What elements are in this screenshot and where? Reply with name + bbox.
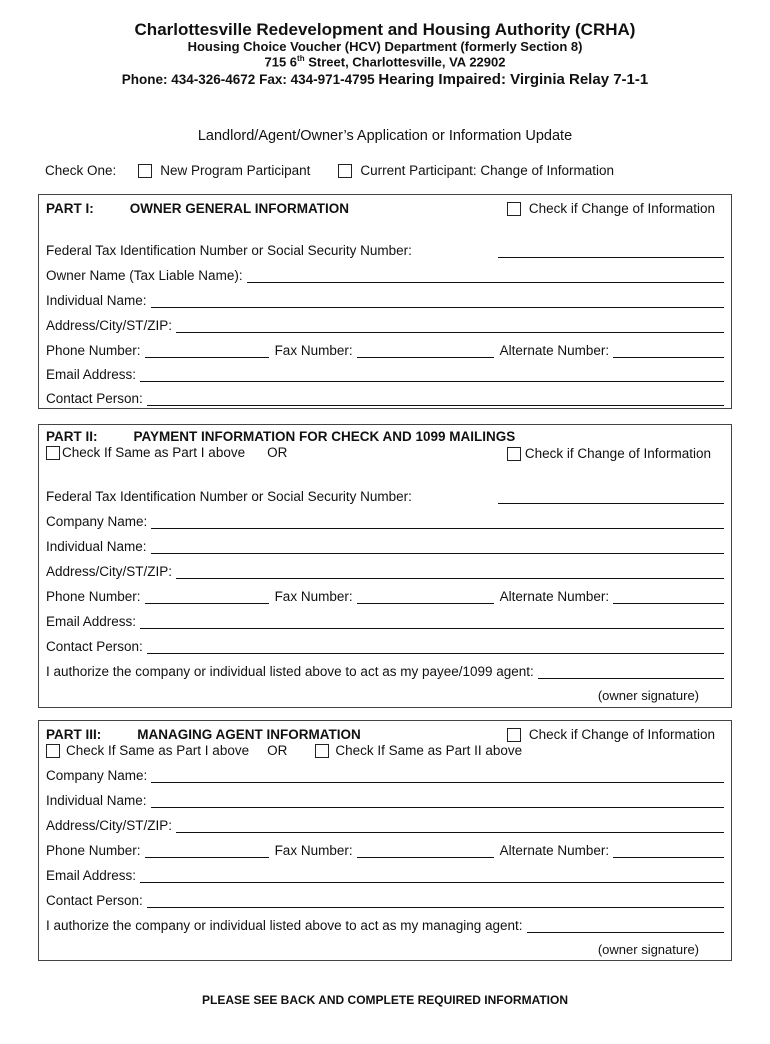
part3-phone-field[interactable] (145, 843, 269, 858)
part1-contact-label: Contact Person: (46, 391, 143, 406)
part2-contact-label: Contact Person: (46, 639, 143, 654)
part1-fax-label: Fax Number: (274, 343, 353, 358)
part1-individual-row (46, 293, 724, 308)
part3-individual-label: Individual Name: (46, 793, 147, 808)
part3-authorize-row (46, 918, 724, 933)
part2-signature-field[interactable] (538, 664, 724, 679)
part2-individual-label: Individual Name: (46, 539, 147, 554)
part1-individual-field[interactable] (151, 293, 724, 308)
part1-email-field[interactable] (140, 367, 724, 382)
part3-email-label: Email Address: (46, 868, 137, 883)
part3-contact-label: Contact Person: (46, 893, 143, 908)
part2-company-label: Company Name: (46, 514, 148, 529)
part2-alt-field[interactable] (613, 589, 724, 604)
part3-address-field[interactable] (176, 818, 724, 833)
footer-note: PLEASE SEE BACK AND COMPLETE REQUIRED INFORMATION (201, 993, 569, 1007)
part3-heading: PART III: MANAGING AGENT INFORMATION (46, 727, 361, 742)
part1-contact-field[interactable] (147, 391, 724, 406)
part1-phone-row (46, 343, 724, 358)
part1-tax-field[interactable] (498, 243, 724, 258)
part3-address-label: Address/City/ST/ZIP: (46, 818, 173, 833)
part2-alt-label: Alternate Number: (499, 589, 610, 604)
form-title: Landlord/Agent/Owner’s Application or Information Update (197, 128, 573, 144)
part3-same2-checkbox[interactable] (315, 744, 329, 758)
part1-email-label: Email Address: (46, 367, 137, 382)
part1-alt-field[interactable] (613, 343, 724, 358)
part3-fax-field[interactable] (357, 843, 494, 858)
part3-email-field[interactable] (140, 868, 724, 883)
part2-change-label: Check if Change of Information (524, 446, 711, 461)
check-one-row (45, 163, 614, 178)
part3-change-checkbox[interactable] (507, 728, 521, 742)
part1-phone-label: Phone Number: (46, 343, 141, 358)
part2-section (38, 424, 732, 708)
part2-authorize-row (46, 664, 724, 679)
part2-signature-caption: (owner signature) (597, 688, 699, 703)
address-line: 715 6th Street, Charlottesville, VA 22902 (264, 54, 506, 70)
current-participant-label: Current Participant: Change of Information (360, 163, 614, 178)
part2-heading: PART II: PAYMENT INFORMATION FOR CHECK AND 1099 MAILINGS (46, 429, 516, 444)
part3-section (38, 720, 732, 961)
part2-change-row (507, 446, 711, 461)
part2-tax-label: Federal Tax Identification Number or Social Security Number: (46, 489, 412, 504)
part1-fax-field[interactable] (357, 343, 494, 358)
letterhead (0, 20, 770, 88)
part2-contact-row (46, 639, 724, 654)
part2-authorize-label: I authorize the company or individual listed above to act as my payee/1099 agent: (46, 664, 534, 679)
part1-change-checkbox[interactable] (507, 202, 521, 216)
part3-phone-label: Phone Number: (46, 843, 141, 858)
part3-individual-row (46, 793, 724, 808)
part2-phone-field[interactable] (145, 589, 269, 604)
part3-same-row (46, 743, 724, 758)
part3-contact-field[interactable] (147, 893, 724, 908)
part2-phone-label: Phone Number: (46, 589, 141, 604)
part1-email-row (46, 367, 724, 382)
part1-address-label: Address/City/ST/ZIP: (46, 318, 173, 333)
part2-change-checkbox[interactable] (507, 447, 521, 461)
part1-phone-field[interactable] (145, 343, 269, 358)
part3-address-row (46, 818, 724, 833)
org-title: Charlottesville Redevelopment and Housing Authority (CRHA) (134, 20, 636, 39)
part3-same2-label: Check If Same as Part II above (335, 743, 523, 758)
part3-contact-row (46, 893, 724, 908)
part3-same1-label: Check If Same as Part I above (66, 743, 250, 758)
part2-or-label: OR (267, 445, 288, 460)
part3-email-row (46, 868, 724, 883)
part3-company-field[interactable] (151, 768, 724, 783)
part2-individual-field[interactable] (151, 539, 724, 554)
current-participant-checkbox[interactable] (338, 164, 352, 178)
part3-individual-field[interactable] (151, 793, 724, 808)
check-one-label: Check One: (45, 163, 117, 178)
part3-change-label: Check if Change of Information (528, 727, 715, 742)
part1-tax-label: Federal Tax Identification Number or Social Security Number: (46, 243, 412, 258)
part1-owner-label: Owner Name (Tax Liable Name): (46, 268, 243, 283)
new-participant-label: New Program Participant (160, 163, 311, 178)
part2-email-label: Email Address: (46, 614, 137, 629)
part1-alt-label: Alternate Number: (499, 343, 610, 358)
part2-email-row (46, 614, 724, 629)
part1-address-row (46, 318, 724, 333)
part2-individual-row (46, 539, 724, 554)
part1-section (38, 194, 732, 409)
part2-contact-field[interactable] (147, 639, 724, 654)
part3-fax-label: Fax Number: (274, 843, 353, 858)
part1-owner-field[interactable] (247, 268, 724, 283)
part2-tax-row (46, 489, 724, 504)
part2-address-row (46, 564, 724, 579)
part1-change-label: Check if Change of Information (528, 201, 715, 216)
part2-phone-row (46, 589, 724, 604)
part3-phone-row (46, 843, 724, 858)
part2-address-label: Address/City/ST/ZIP: (46, 564, 173, 579)
part3-alt-label: Alternate Number: (499, 843, 610, 858)
part1-heading: PART I: OWNER GENERAL INFORMATION (46, 201, 349, 216)
part2-email-field[interactable] (140, 614, 724, 629)
part3-signature-caption: (owner signature) (597, 942, 699, 957)
part2-company-field[interactable] (151, 514, 724, 529)
part1-address-field[interactable] (176, 318, 724, 333)
new-participant-checkbox[interactable] (138, 164, 152, 178)
part3-authorize-label: I authorize the company or individual listed above to act as my managing agent: (46, 918, 523, 933)
part1-contact-row (46, 391, 724, 406)
part3-company-row (46, 768, 724, 783)
contact-line: Phone: 434-326-4672 Fax: 434-971-4795 Hearing Impaired: Virginia Relay 7-1-1 (121, 70, 649, 88)
part1-individual-label: Individual Name: (46, 293, 147, 308)
part3-signature-field[interactable] (527, 918, 724, 933)
part2-fax-field[interactable] (357, 589, 494, 604)
part3-change-row (507, 727, 715, 742)
part1-owner-row (46, 268, 724, 283)
part3-alt-field[interactable] (613, 843, 724, 858)
part2-tax-field[interactable] (498, 489, 724, 504)
part2-same-checkbox[interactable] (46, 446, 60, 460)
part2-company-row (46, 514, 724, 529)
part3-same1-checkbox[interactable] (46, 744, 60, 758)
part2-address-field[interactable] (176, 564, 724, 579)
part2-fax-label: Fax Number: (274, 589, 353, 604)
part1-change-row (507, 201, 715, 216)
part1-tax-row (46, 243, 724, 258)
department-line: Housing Choice Voucher (HCV) Department (formerly Section 8) (187, 38, 583, 54)
part3-or-label: OR (267, 743, 288, 758)
part3-company-label: Company Name: (46, 768, 148, 783)
part2-same-label: Check If Same as Part I above (62, 445, 246, 460)
